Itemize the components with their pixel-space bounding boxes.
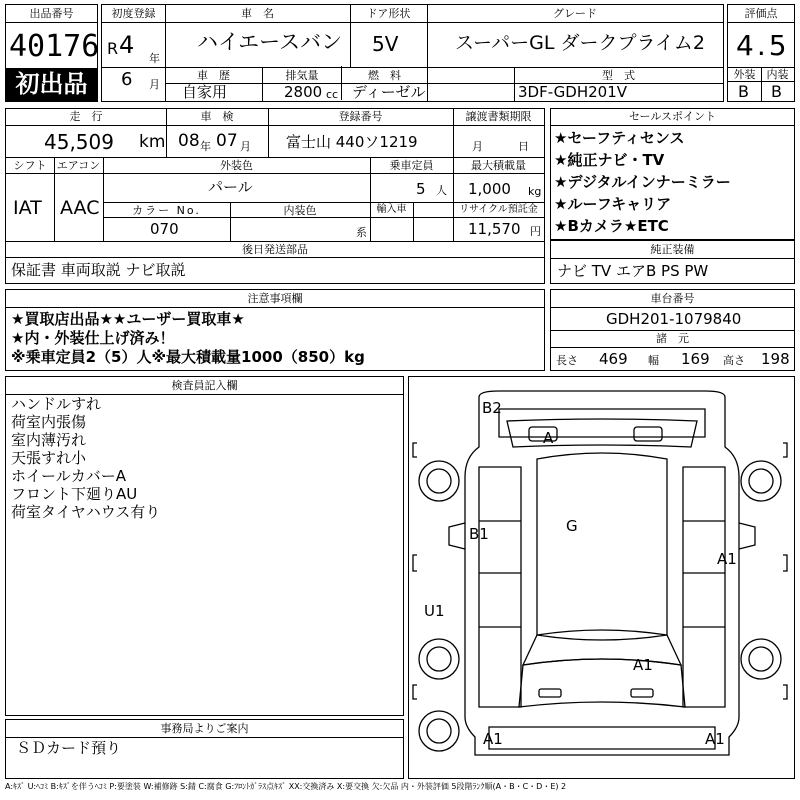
fuel-label: 燃 料 [368, 69, 401, 82]
load: 1,000 [468, 180, 511, 198]
door-label: ドア形状 [366, 7, 411, 20]
car-diagram-box [408, 376, 795, 779]
wheel-front-right [741, 639, 781, 679]
recycle-label: リサイクル預託金 [459, 204, 538, 215]
mark-right-rear: A1 [717, 550, 737, 568]
color: パール [208, 178, 253, 196]
office-box [5, 719, 404, 779]
colorno: 070 [150, 220, 179, 238]
mark-front-left: A1 [483, 730, 503, 748]
lot-label: 出品番号 [29, 7, 74, 20]
chassis-box [550, 289, 795, 371]
office-value: ＳＤカード預り [16, 739, 122, 757]
mirror-right [739, 523, 755, 549]
later-parts-label: 後日発送部品 [242, 243, 308, 256]
displacement: 2800 [284, 83, 323, 101]
shift: IAT [13, 197, 42, 219]
car-name-label: 車 名 [241, 7, 274, 20]
vehicle-info-box [101, 4, 724, 102]
month-unit: 月 [149, 78, 160, 91]
first-listing-badge [6, 68, 97, 101]
month: 6 [121, 69, 133, 90]
capacity-label: 乗車定員 [389, 159, 434, 172]
inspector-line-1: ハンドルすれ [11, 395, 102, 413]
windshield [523, 630, 681, 665]
notes-line-3: ※乗車定員2（5）人※最大積載量1000（850）kg [11, 348, 365, 366]
score-box [727, 4, 795, 102]
transfer-month: 月 [472, 140, 483, 153]
mark-left-front: U1 [424, 602, 445, 620]
inspection-year-unit: 年 [200, 140, 211, 153]
notes-box [5, 289, 545, 371]
era: R [107, 39, 119, 58]
recycle-unit: 円 [530, 225, 541, 238]
length-label: 長さ [556, 354, 578, 367]
mark-rear-window: A [543, 429, 554, 447]
exterior-label: 外装 [733, 68, 756, 81]
width-label: 幅 [648, 354, 659, 367]
selling-point-2: ★純正ナビ・TV [554, 151, 665, 169]
interior-label: 内装 [766, 68, 789, 81]
load-label: 最大積載量 [471, 159, 526, 172]
mark-roof: G [566, 517, 578, 535]
width: 169 [681, 350, 710, 368]
first-listing-text: 初出品 [15, 70, 88, 98]
inspector-line-7: 荷室タイヤハウス有り [11, 503, 161, 521]
inspection-month-unit: 月 [240, 140, 251, 153]
history: 自家用 [182, 83, 228, 101]
year-unit: 年 [149, 52, 160, 65]
later-parts: 保証書 車両取説 ナビ取説 [11, 261, 186, 279]
first-reg-label: 初度登録 [111, 7, 156, 20]
car-diagram [409, 377, 794, 778]
rear-panel [499, 409, 705, 437]
notes-label: 注意事項欄 [247, 292, 303, 305]
inspector-line-3: 室内薄汚れ [11, 431, 87, 449]
length: 469 [599, 350, 628, 368]
mark-hood: A1 [633, 656, 653, 674]
inspector-line-5: ホイールカバーA [11, 467, 126, 485]
history-label: 車 歴 [197, 69, 230, 82]
transfer-day: 日 [518, 140, 529, 153]
chassis-number: GDH201-1079840 [606, 310, 742, 328]
inspection-label: 車 検 [200, 110, 234, 123]
model-label: 型 式 [602, 69, 635, 82]
selling-points-box [550, 108, 795, 240]
selling-points-label: セールスポイント [628, 110, 716, 123]
transfer-label: 譲渡書類期限 [465, 110, 532, 123]
fuel: ディーゼル [352, 83, 426, 101]
wheel-spare [419, 711, 459, 751]
chassis-label: 車台番号 [650, 292, 695, 305]
inspection-month: 07 [216, 131, 238, 151]
reg-label: 登録番号 [338, 110, 383, 123]
equipment-box [550, 240, 795, 284]
door: 5V [372, 32, 399, 56]
capacity-unit: 人 [436, 184, 447, 197]
displacement-label: 排気量 [285, 69, 319, 82]
legend: A:ｷｽﾞ U:ﾍｺﾐ B:ｷｽﾞを伴うﾍｺﾐ P:要塗装 W:補修跡 S:錆 C:腐食 G:ﾌﾛﾝﾄｶﾞﾗｽ点ｷｽﾞ XX:交換済み X:要交換 欠:欠品 内・外装評価 5段階ﾗﾝｸ順(A・B・C・D・E) 2 [5, 782, 567, 791]
notes-line-1: ★買取店出品★★ユーザー買取車★ [11, 310, 245, 328]
front-bumper [489, 727, 715, 749]
roof [537, 453, 667, 640]
car-name: ハイエースバン [197, 30, 343, 54]
wheel-rear-left [419, 461, 459, 501]
year: 4 [119, 31, 135, 59]
model: 3DF-GDH201V [518, 83, 628, 101]
rear-window [507, 419, 697, 447]
mileage: 45,509 [44, 130, 114, 154]
interior-grade: B [771, 82, 782, 101]
displacement-unit: cc [326, 88, 339, 101]
selling-point-3: ★デジタルインナーミラー [554, 173, 731, 191]
headlight-left [539, 689, 561, 697]
color-label: 外装色 [220, 159, 253, 172]
height-label: 高さ [723, 354, 745, 367]
inspector-line-4: 天張すれ小 [11, 449, 87, 467]
equipment-label: 純正装備 [650, 243, 695, 256]
height: 198 [761, 350, 790, 368]
inspector-box [5, 376, 404, 716]
selling-point-5: ★Bカメラ★ETC [554, 217, 669, 235]
lot-number: 40176 [9, 29, 100, 64]
notes-line-2: ★内・外装仕上げ済み！ [11, 329, 175, 347]
mileage-label: 走 行 [69, 110, 103, 123]
inspection-year: 08 [178, 131, 200, 151]
inspector-line-2: 荷室内張傷 [11, 413, 87, 431]
inspector-line-6: フロント下廻りAU [11, 485, 138, 503]
wheel-rear-right [741, 461, 781, 501]
mark-left-rear: B1 [469, 525, 489, 543]
hood [519, 656, 685, 707]
recycle: 11,570 [468, 220, 521, 238]
exterior-grade: B [738, 82, 749, 101]
interior-color-label: 内装色 [283, 204, 317, 217]
mark-front-right: A1 [705, 730, 725, 748]
inspector-label: 検査員記入欄 [171, 379, 238, 392]
details-box [5, 108, 545, 284]
wheel-front-left [419, 639, 459, 679]
dims-label: 諸 元 [656, 332, 689, 345]
office-label: 事務局よりご案内 [160, 722, 249, 735]
left-side [479, 467, 521, 707]
reg-number: 富士山 440ソ1219 [286, 133, 418, 151]
selling-point-1: ★セーフティセンス [554, 129, 685, 147]
headlight-right [631, 689, 653, 697]
mark-rear: B2 [482, 399, 502, 417]
shift-label: シフト [13, 159, 47, 172]
ac-label: エアコン [56, 159, 101, 172]
mirror-left [449, 523, 465, 549]
selling-point-4: ★ルーフキャリア [554, 195, 672, 213]
colorno-label: カラー No. [132, 204, 201, 217]
load-unit: kg [528, 185, 542, 198]
right-side [683, 467, 725, 707]
score-label: 評価点 [744, 7, 778, 20]
score: 4.5 [736, 29, 790, 62]
rear-window-right [634, 427, 662, 441]
grade: スーパーGL ダークプライム2 [455, 32, 705, 54]
mileage-unit: km [139, 132, 166, 152]
import-label: 輸入車 [376, 204, 407, 215]
capacity: 5 [416, 180, 426, 198]
equipment-value: ナビ TV エアB PS PW [557, 262, 709, 280]
grade-label: グレード [553, 7, 597, 20]
interior-color-unit: 系 [356, 226, 367, 239]
lot-box [5, 4, 98, 102]
ac: AAC [60, 197, 100, 219]
